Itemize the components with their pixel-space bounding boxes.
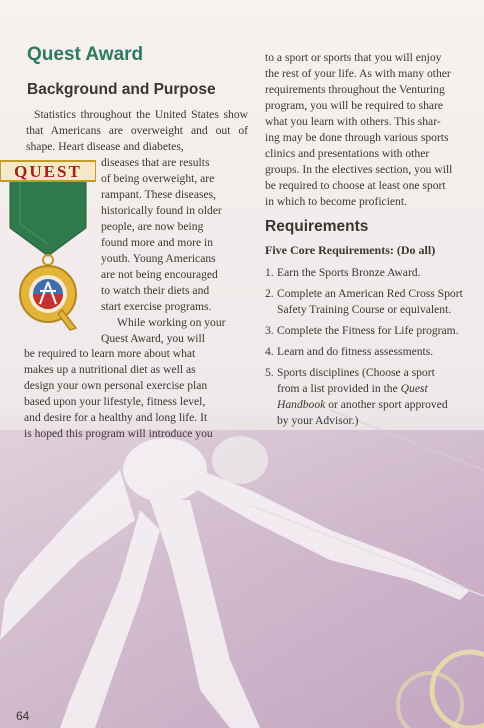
list-item-text: Sports disciplines (Choose a sport from a list provided in the Quest Handbook or another sport approved by your Advisor.) [277,366,448,427]
list-item [265,344,480,360]
list-item [265,265,480,281]
medal-banner-text: QUEST [14,162,82,181]
list-item-text: Learn and do fitness assessments. [277,345,434,358]
requirements-list [265,265,480,434]
quest-award-medal-icon [0,158,96,336]
list-item [265,323,480,339]
list-item-number: 3. [265,324,274,337]
section-title-requirements: Requirements [265,218,369,235]
list-item-number: 1. [265,266,274,279]
page-title: Quest Award [27,44,144,65]
core-requirements-heading: Five Core Requirements: (Do all) [265,243,436,257]
list-item-text: Complete the Fitness for Life program. [277,324,459,337]
handbook-italic: Handbook [277,398,326,411]
background-paragraph-intro: Statistics throughout the United States show that Americans are overweight and out of shape. Heart disease and diabetes, [26,108,248,153]
list-item-number: 2. [265,287,274,300]
list-item-text: Earn the Sports Bronze Award. [277,266,421,279]
section-title-background: Background and Purpose [27,81,216,98]
purpose-paragraph-wrap: While working on your Quest Award, you will [101,316,226,345]
list-item [265,365,480,429]
purpose-paragraph: be required to learn more about what makes up a nutritional diet as well as design your own personal exercise plan based upon your lifestyle, fitness level, and desire for a healthy and long life. It is hoped this program will introduce you [24,347,213,440]
list-item-text: Complete an American Red Cross Sport Safety Training Course or equivalent. [277,287,463,316]
quest-italic: Quest [400,382,428,395]
list-item-number: 4. [265,345,274,358]
purpose-paragraph-continued: to a sport or sports that you will enjoy the rest of your life. As with many other requirements throughout the Venturing program, you will be required to share what you learn with others. This shar- ing may be done through various sports clinics and presentations with other groups. In the electives section, you will be required to choose at least one sport in which to become proficient. [265,51,453,208]
list-item [265,286,480,318]
page-number: 64 [16,709,30,723]
list-item-number: 5. [265,366,274,379]
background-paragraph-wrap: diseases that are results of being overweight, are rampant. These diseases, historically found in older people, are now being found more and more in youth. Young Americans are not being encouraged to watch their diets and start exercise programs. [101,156,222,313]
